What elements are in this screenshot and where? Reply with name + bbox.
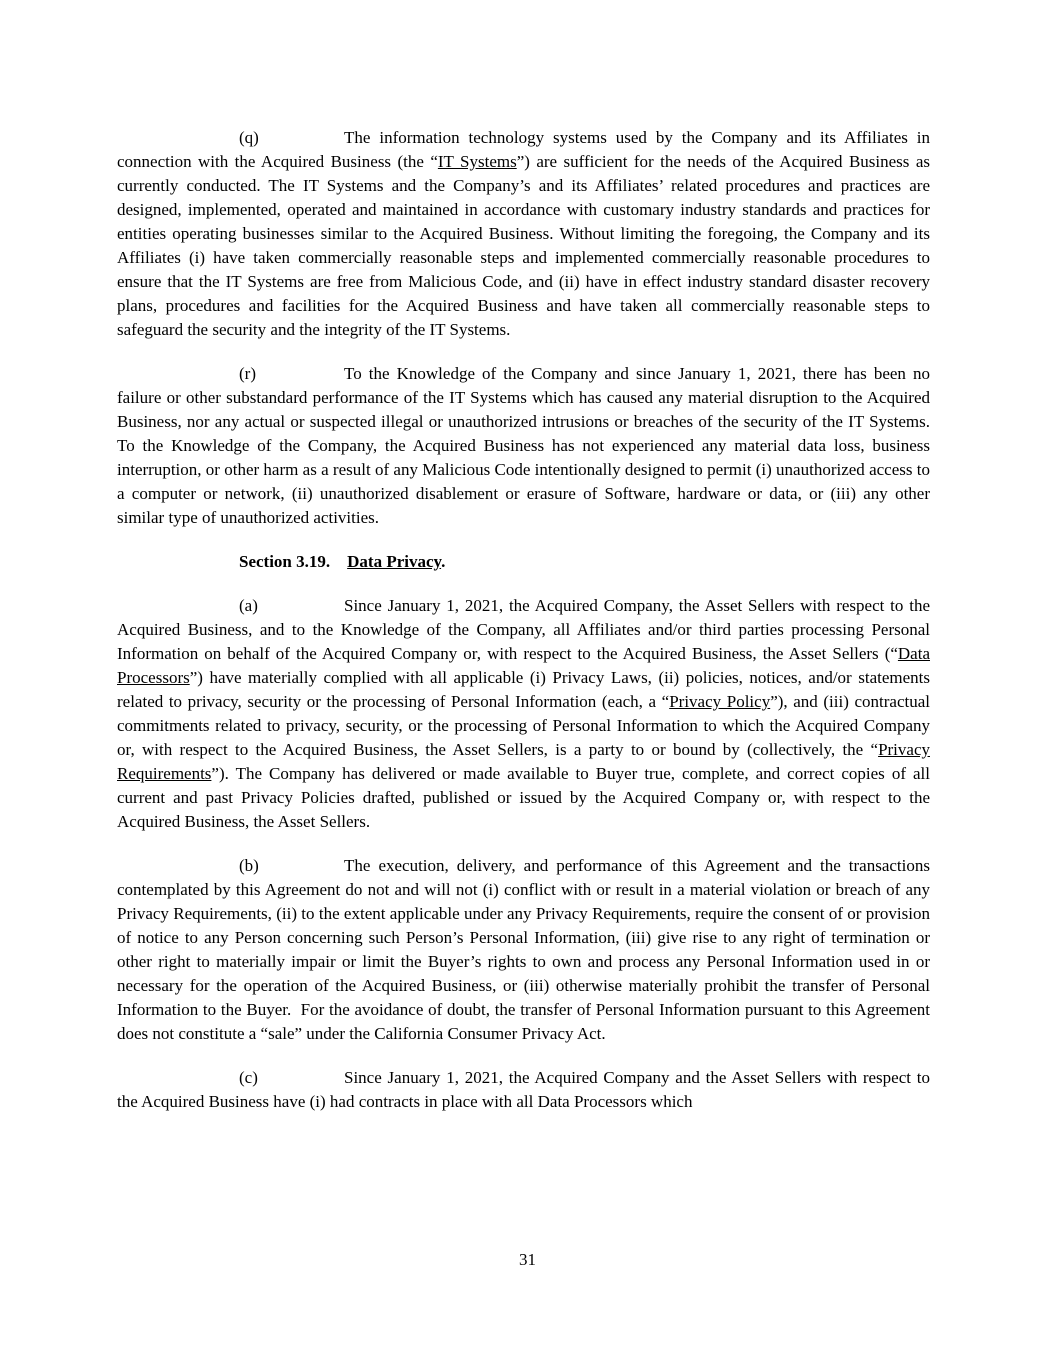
text-run: ”). The Company has delivered or made available to Buyer true, complete, and correct copies of all current and past Privacy Policies drafted, published or issued by the Acquired Company or, with respect to the Acquired Business, the Asset Sellers. [117,764,930,831]
text-run: ”) are sufficient for the needs of the Acquired Business as currently conducted. The IT Systems and the Company’s and its Affiliates’ related procedures and practices are designed, implemented, operated and maintained in accordance with customary industry standards and practices for entities operating businesses similar to the Acquired Business. Without limiting the foregoing, the Company and its Affiliates (i) have taken commercially reasonable steps and implemented commercially reasonable procedures to ensure that the IT Systems are free from Malicious Code, and (ii) have in effect industry standard disaster recovery plans, procedures and facilities for the Acquired Business and have taken all commercially reasonable steps to safeguard the security and the integrity of the IT Systems. [117,152,930,339]
paragraph [117,362,930,530]
defined-term: IT Systems [437,152,517,171]
page-footer [0,1248,1055,1272]
text-run: Since January 1, 2021, the Acquired Company and the Asset Sellers with respect to the Acquired Business have (i) had contracts in place with all Data Processors which [117,1068,930,1111]
text-run: . [441,552,446,571]
text-run: ”), and (iii) contractual commitments related to privacy, security, or the processing of Personal Information to which the Acquired Company or, with respect to the Acquired Business, the Asset Sellers, is a party to or bound by (collectively, the “ [117,692,930,759]
defined-term: Privacy Policy [669,692,771,711]
paragraph-label: (a) [239,596,258,615]
paragraph [117,854,930,1046]
paragraph-label: (b) [239,856,259,875]
text-run: ”) have materially complied with all applicable (i) Privacy Laws, (ii) policies, notices, and/or statements related to privacy, security or the processing of Personal Information (each, a “ [117,668,930,711]
paragraph [117,594,930,834]
text-run: Section 3.19. [239,552,331,571]
text-run: The execution, delivery, and performance of this Agreement and the transactions contemplated by this Agreement do not and will not (i) conflict with or result in a material violation or breach of any Privacy Requirements, (ii) to the extent applicable under any Privacy Requirements, require the consent of or provision of notice to any Person concerning such Person’s Personal Information, (iii) give rise to any right of termination or other right to materially impair or limit the Buyer’s rights to own and process any Personal Information used in or necessary for the operation of the Acquired Business, or (iii) otherwise materially prohibit the transfer of Personal Information to the Buyer. For the avoidance of doubt, the transfer of Personal Information pursuant to this Agreement does not constitute a “sale” under the California Consumer Privacy Act. [117,856,930,1043]
defined-term: Data Processors [117,644,930,687]
paragraph [117,126,930,342]
text-run: Since January 1, 2021, the Acquired Company, the Asset Sellers with respect to the Acquired Business, and to the Knowledge of the Company, all Affiliates and/or third parties processing Personal Information on behalf of the Acquired Company or, with respect to the Acquired Business, the Asset Sellers (“ [117,596,930,663]
page-number: 31 [519,1250,536,1269]
paragraph [117,1066,930,1114]
section-heading [117,550,930,574]
paragraph-container [117,126,930,1114]
paragraph-label: (r) [239,364,256,383]
text-run: To the Knowledge of the Company and since January 1, 2021, there has been no failure or other substandard performance of the IT Systems which has caused any material disruption to the Acquired Business, nor any actual or suspected illegal or unauthorized intrusions or breaches of the security of the IT Systems. To the Knowledge of the Company, the Acquired Business has not experienced any material data loss, business interruption, or other harm as a result of any Malicious Code intentionally designed to permit (i) unauthorized access to a computer or network, (ii) unauthorized disablement or erasure of Software, hardware or data, or (iii) any other similar type of unauthorized activities. [117,364,930,527]
paragraph-label: (c) [239,1068,258,1087]
text-run: The information technology systems used by the Company and its Affiliates in connection with the Acquired Business (the “ [117,128,930,171]
defined-term: Data Privacy [347,552,442,571]
defined-term: Privacy Requirements [117,740,930,783]
paragraph-label: (q) [239,128,259,147]
